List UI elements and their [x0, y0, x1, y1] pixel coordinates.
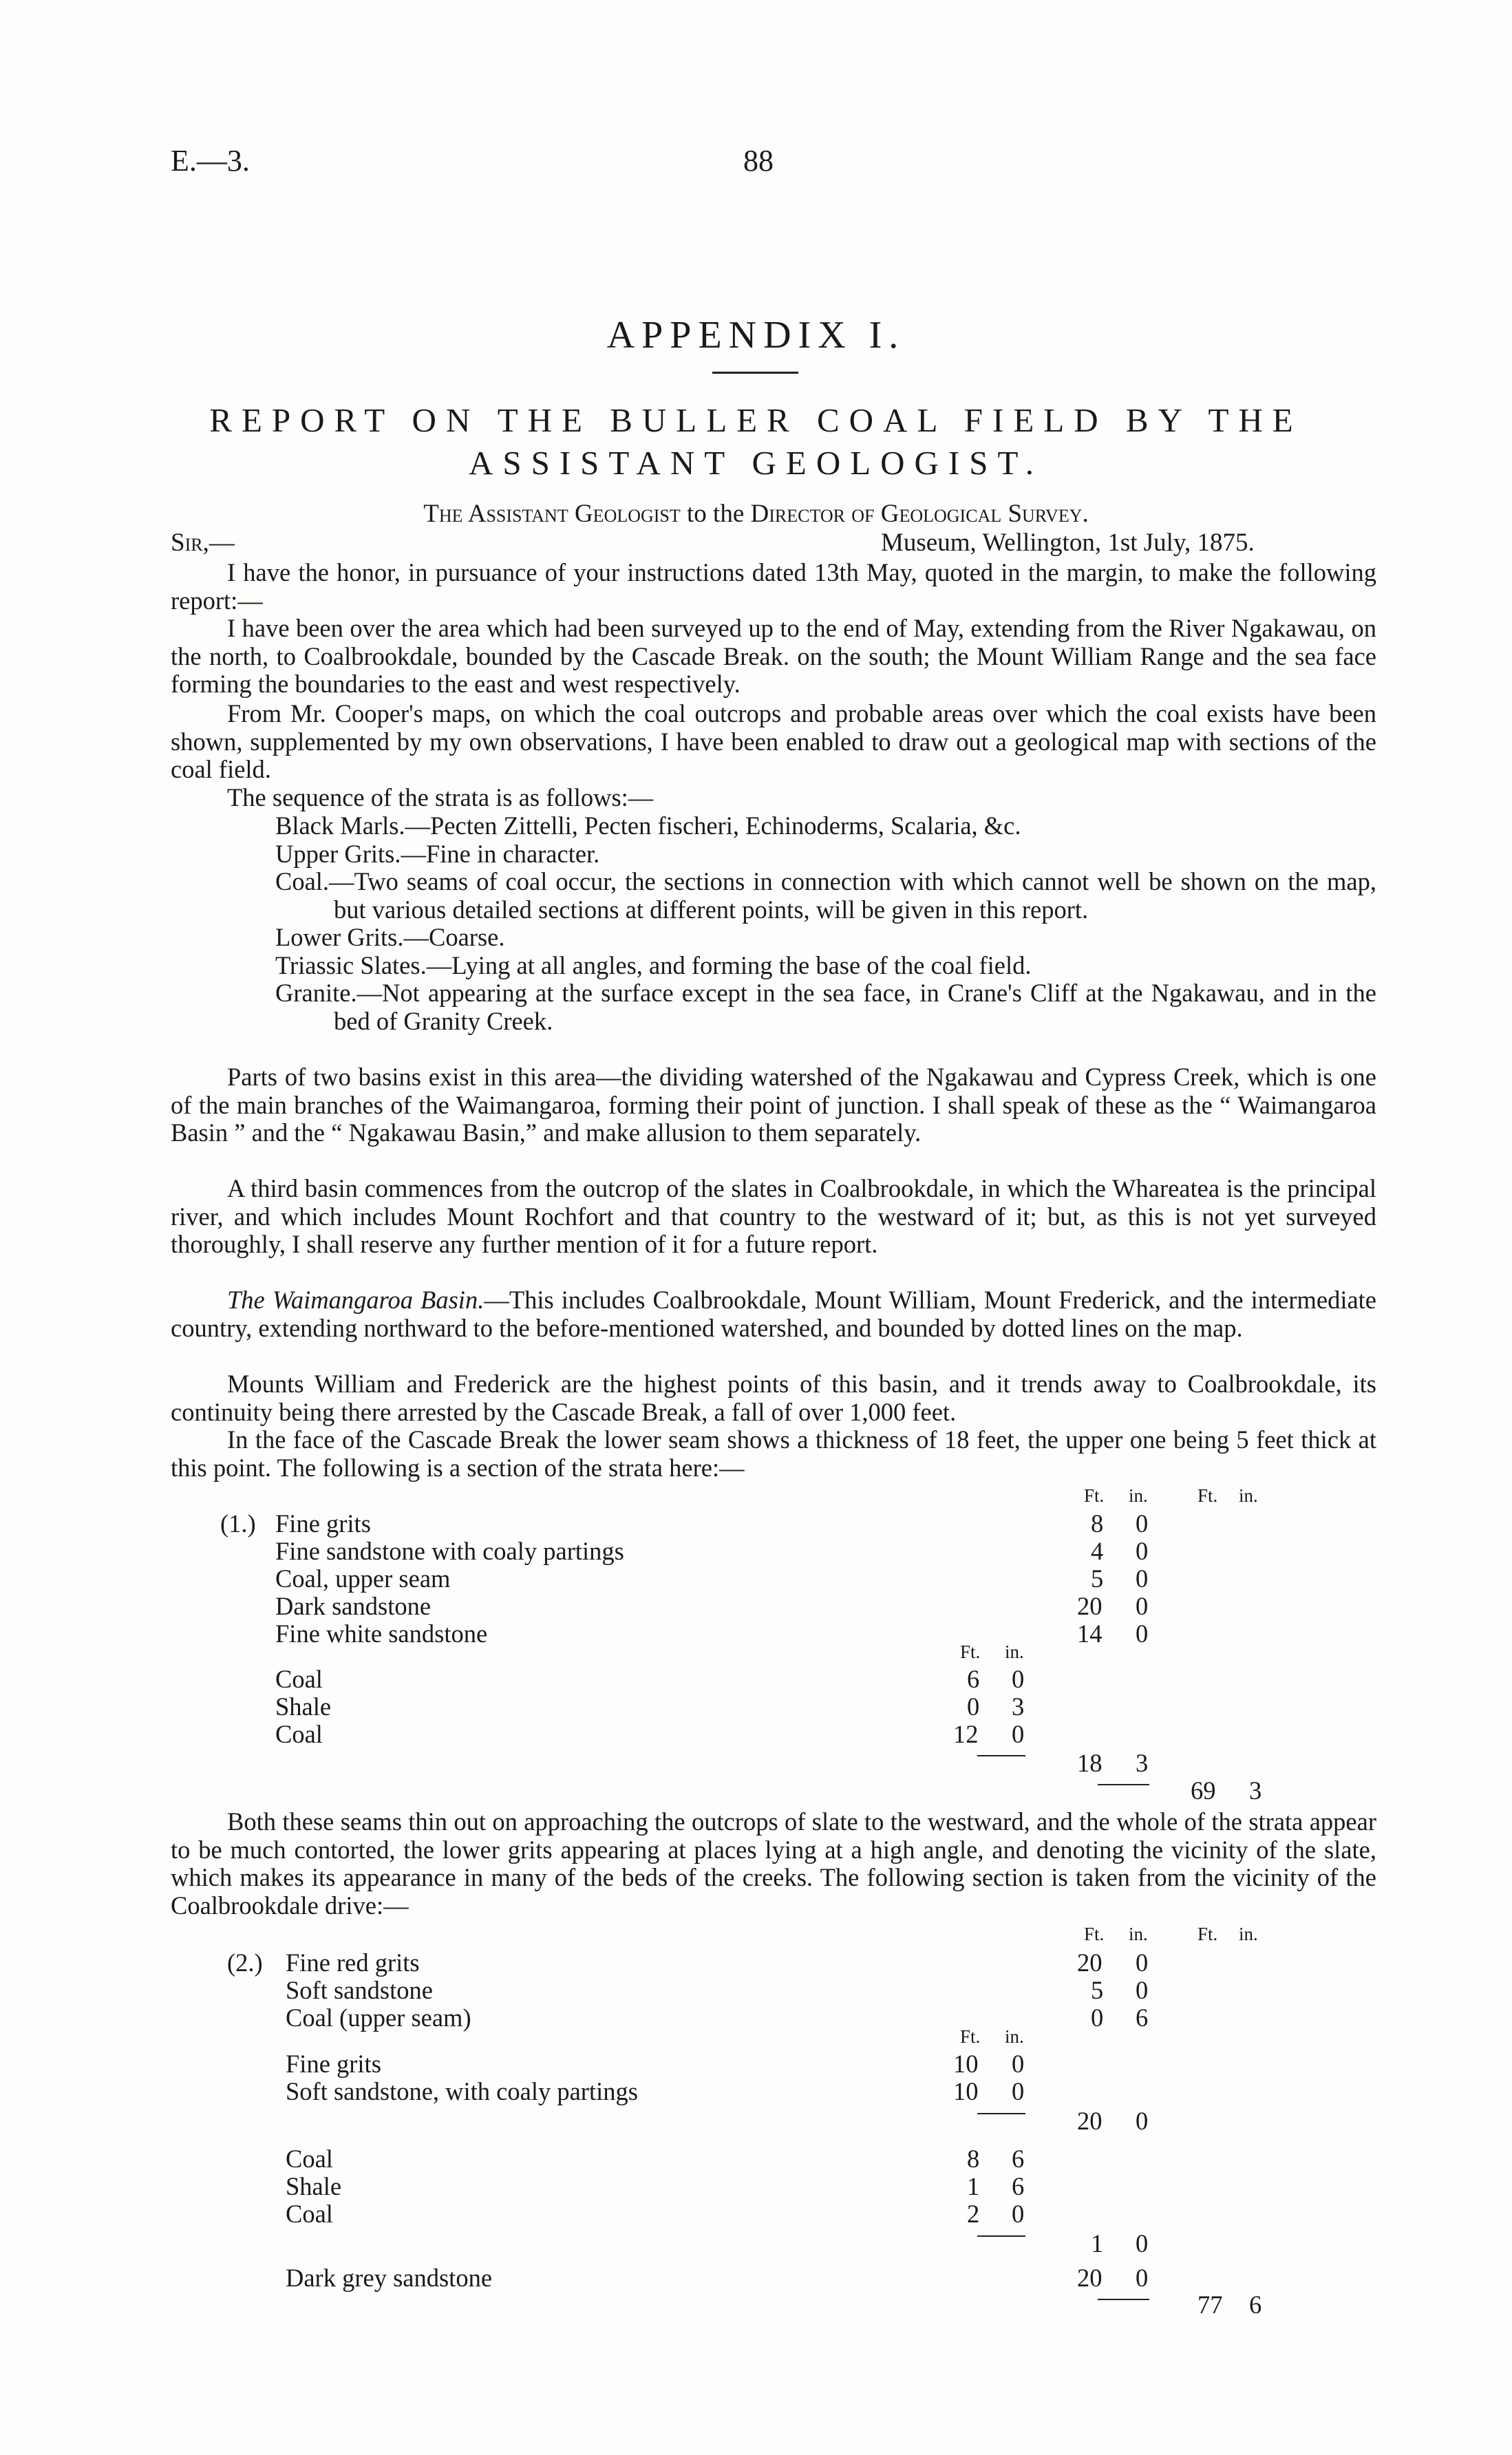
col-head-ft: Ft. [960, 2026, 981, 2047]
col-head-ft: Ft. [1084, 1924, 1105, 1944]
strata-item: Black Marls.—Pecten Zittelli, Pecten fischeri, Echinoderms, Scalaria, &c. [275, 811, 1021, 840]
table-cell-ft: 14 [1077, 1619, 1103, 1648]
table-row-name: Coal (upper seam) [286, 2004, 471, 2032]
table-cell-ft: 20 [1077, 1592, 1103, 1620]
salutation: Sir,— [171, 529, 235, 557]
col-head-in: in. [1005, 1641, 1024, 1662]
basin-heading: The Waimangaroa Basin. [227, 1286, 485, 1314]
table-row-name: Fine red grits [286, 1948, 420, 1977]
paragraph-1: I have the honor, in pursuance of your instructions dated 13th May, quoted in the margin, to make the following report:— [171, 558, 1376, 615]
table-row-name: Coal [275, 1720, 323, 1748]
table-cell-in: 0 [1136, 1537, 1149, 1565]
paragraph-9: In the face of the Cascade Break the lower seam shows a thickness of 18 feet, the upper one being 5 feet thick at this point. The following is a section of the strata here:— [171, 1425, 1376, 1482]
table-cell-ft: 1 [967, 2172, 980, 2200]
subtotal-ft: 20 [1077, 2107, 1103, 2135]
sum-rule [977, 2113, 1025, 2114]
sum-rule [977, 1755, 1025, 1756]
table-cell-ft: 12 [953, 1720, 979, 1748]
appendix-title: APPENDIX I. [606, 314, 906, 357]
report-title-line-1: REPORT ON THE BULLER COAL FIELD BY THE [209, 401, 1303, 439]
col-head-in: in. [1005, 2026, 1024, 2047]
place-date: Museum, Wellington, 1st July, 1875. [881, 529, 1255, 557]
letter-heading [0, 499, 1512, 529]
paragraph-7-text: —This includes Coalbrookdale, Mount William, Mount Frederick, and the intermediate country, extending northward to the before-mentioned watershed, and bounded by dotted lines on the map. [171, 1286, 1377, 1342]
table-row-name: Shale [275, 1692, 332, 1721]
col-head-ft: Ft. [960, 1641, 981, 1662]
sum-rule [977, 2235, 1025, 2237]
subtotal-ft: 18 [1077, 1749, 1103, 1777]
page-header-code: E.—3. [171, 144, 250, 178]
table-row-name: Fine sandstone with coaly partings [275, 1537, 624, 1565]
page-number: 88 [743, 144, 774, 178]
table-cell-in: 0 [1136, 1619, 1149, 1648]
paragraph-8: Mounts William and Frederick are the highest points of this basin, and it trends away to Coalbrookdale, its continuity being there arrested by the Cascade Break, a fall of over 1,000 feet. [171, 1370, 1376, 1426]
table-cell-in: 0 [1136, 2264, 1149, 2292]
table-row-name: Fine grits [275, 1509, 371, 1538]
table-cell-ft: 10 [953, 2077, 979, 2105]
table-row-name: Coal [286, 2200, 333, 2228]
paragraph-2: I have been over the area which had been surveyed up to the end of May, extending from the River Ngakawau, on the north, to Coalbrookdale, bounded by the Cascade Break. on the south; the Mount William Range and the sea face forming the boundaries to the east and west respectively. [171, 614, 1376, 698]
paragraph-4: The sequence of the strata is as follows:— [227, 783, 654, 811]
table-row-name: Fine white sandstone [275, 1619, 488, 1648]
letter-from: The Assistant Geologist [423, 500, 681, 528]
total-ft: 77 [1197, 2291, 1223, 2319]
subtotal-in: 0 [1136, 2107, 1149, 2135]
table-cell-in: 0 [1136, 1948, 1149, 1977]
table-row-name: Soft sandstone, with coaly partings [286, 2077, 638, 2105]
table-cell-ft: 20 [1077, 2264, 1103, 2292]
section-label: (2.) [227, 1948, 263, 1977]
table-cell-in: 0 [1012, 1665, 1025, 1693]
table-row-name: Fine grits [286, 2050, 381, 2078]
strata-item: Granite.—Not appearing at the surface except in the sea face, in Crane's Cliff at the Ngakawau, and in the bed of Granity Creek. [275, 979, 1376, 1035]
table-cell-in: 0 [1136, 1564, 1149, 1593]
table-cell-in: 6 [1136, 2004, 1149, 2032]
table-cell-in: 0 [1012, 2077, 1025, 2105]
table-row-name: Coal [286, 2145, 333, 2173]
paragraph-10: Both these seams thin out on approaching the outcrops of slate to the westward, and the whole of the strata appear to be much contorted, the lower grits appearing at places lying at a high angle, and denoting the vicinity of the slate, which makes its appearance in many of the beds of the creeks. The following section is taken from the vicinity of the Coalbrookdale drive:— [171, 1807, 1376, 1920]
table-cell-in: 0 [1012, 2050, 1025, 2078]
paragraph-6: A third basin commences from the outcrop of the slates in Coalbrookdale, in which the Whareatea is the principal river, and which includes Mount Rochfort and that country to the westward of it; but, as this is not yet surveyed thoroughly, I shall reserve any further mention of it for a future report. [171, 1174, 1376, 1258]
strata-item: Triassic Slates.—Lying at all angles, and forming the base of the coal field. [275, 950, 1032, 979]
strata-item: Lower Grits.—Coarse. [275, 923, 505, 951]
table-cell-ft: 8 [967, 2145, 980, 2173]
col-head-ft: Ft. [1084, 1485, 1105, 1506]
table-row-name: Dark grey sandstone [286, 2264, 493, 2292]
table-row-name: Coal [275, 1665, 323, 1693]
table-row-name: Coal, upper seam [275, 1564, 451, 1593]
report-title-line-2: ASSISTANT GEOLOGIST. [468, 444, 1044, 482]
table-cell-in: 0 [1136, 1976, 1149, 2004]
table-cell-ft: 10 [953, 2050, 979, 2078]
table-cell-ft: 8 [1091, 1509, 1104, 1538]
table-cell-ft: 5 [1091, 1976, 1104, 2004]
table-cell-ft: 5 [1091, 1564, 1104, 1593]
table-cell-ft: 20 [1077, 1948, 1103, 1977]
table-row-name: Soft sandstone [286, 1976, 433, 2004]
table-row-name: Dark sandstone [275, 1592, 432, 1620]
col-head-ft: Ft. [1197, 1924, 1218, 1944]
letter-to-word: to the [687, 500, 745, 528]
title-rule [712, 372, 798, 374]
total-ft: 69 [1191, 1776, 1216, 1805]
sum-rule [1098, 2299, 1149, 2300]
paragraph-5: Parts of two basins exist in this area—the dividing watershed of the Ngakawau and Cypress Creek, which is one of the main branches of the Waimangaroa, forming their point of junction. I shall speak of these as the “ Waimangaroa Basin ” and the “ Ngakawau Basin,” and make allusion to them separately. [171, 1063, 1376, 1147]
subtotal-in: 0 [1136, 2229, 1149, 2257]
table-cell-ft: 4 [1091, 1537, 1104, 1565]
letter-to: Director of Geological Survey. [750, 500, 1089, 528]
col-head-in: in. [1129, 1924, 1148, 1944]
subtotal-ft: 1 [1091, 2229, 1104, 2257]
col-head-ft: Ft. [1197, 1485, 1218, 1506]
table-row-name: Shale [286, 2172, 342, 2200]
table-cell-in: 3 [1012, 1692, 1025, 1721]
table-cell-in: 0 [1012, 2200, 1025, 2228]
subtotal-in: 3 [1136, 1749, 1149, 1777]
total-in: 6 [1249, 2291, 1262, 2319]
sum-rule [1098, 1784, 1149, 1785]
table-cell-ft: 2 [967, 2200, 980, 2228]
strata-list [275, 812, 1376, 1035]
section-label: (1.) [220, 1509, 256, 1538]
table-cell-ft: 6 [967, 1665, 980, 1693]
col-head-in: in. [1129, 1485, 1148, 1506]
table-cell-in: 0 [1136, 1592, 1149, 1620]
strata-item: Upper Grits.—Fine in character. [275, 839, 600, 868]
table-cell-ft: 0 [967, 1692, 980, 1721]
paragraph-7 [171, 1286, 1376, 1342]
strata-item: Coal.—Two seams of coal occur, the sections in connection with which cannot well be shown on the map, but various detailed sections at different points, will be given in this report. [275, 867, 1376, 924]
table-cell-in: 6 [1012, 2172, 1025, 2200]
table-cell-ft: 0 [1091, 2004, 1104, 2032]
table-cell-in: 6 [1012, 2145, 1025, 2173]
table-cell-in: 0 [1012, 1720, 1025, 1748]
col-head-in: in. [1239, 1924, 1258, 1944]
col-head-in: in. [1239, 1485, 1258, 1506]
paragraph-3: From Mr. Cooper's maps, on which the coal outcrops and probable areas over which the coal exists have been shown, supplemented by my own observations, I have been enabled to draw out a geological map with sections of the coal field. [171, 699, 1376, 783]
table-cell-in: 0 [1136, 1509, 1149, 1538]
total-in: 3 [1249, 1776, 1262, 1805]
